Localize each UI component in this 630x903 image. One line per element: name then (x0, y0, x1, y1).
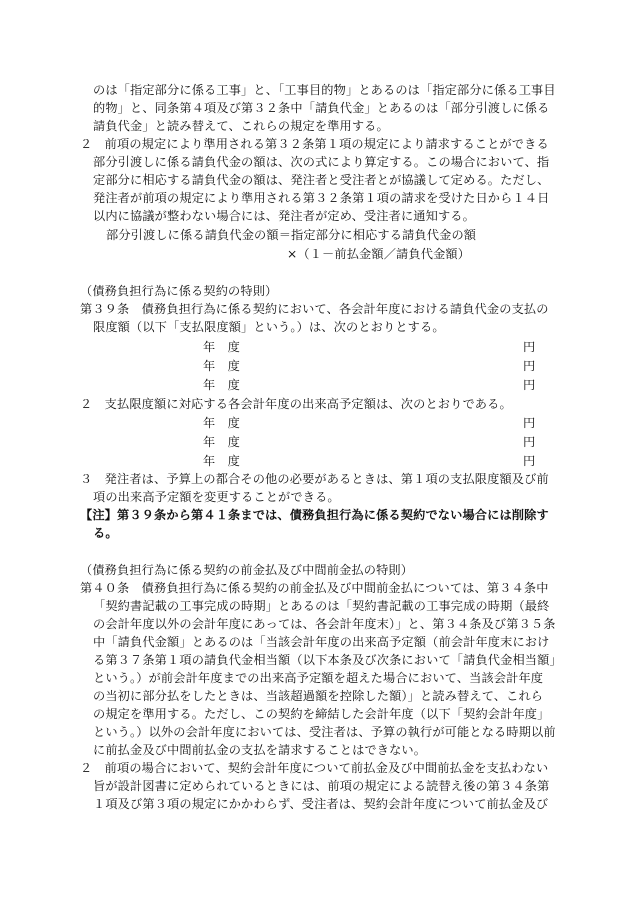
body-text-line: 旨が設計図書に定められているときには、前項の規定による読替え後の第３４条第 (93, 779, 550, 793)
formula-line-1: 部分引渡しに係る請負代金の額＝指定部分に相応する請負代金の額 (106, 228, 477, 242)
yen-unit: 円 (523, 435, 536, 449)
paragraph-2-first-line: ２ 前項の場合において、契約会計年度について前払金及び中間前払金を支払わない (80, 761, 549, 775)
body-text-line: 項の出来高予定額を変更することができる。 (93, 490, 340, 504)
fiscal-year-row: 年 度 (203, 340, 241, 354)
body-text-line: の規定を準用する。ただし、この契約を締結した会計年度（以下「契約会計年度」 (93, 707, 550, 721)
formula-line-2: ×（１－前払金額／請負代金額） (287, 247, 471, 261)
yen-unit: 円 (523, 340, 536, 354)
yen-unit: 円 (523, 416, 536, 430)
body-text-line: の会計年度以外の会計年度にあっては、各会計年度末）」と、第３４条及び第３５条 (93, 617, 556, 631)
paragraph-3-first-line: ３ 発注者は、予算上の都合その他の必要があるときは、第１項の支払限度額及び前 (80, 472, 549, 486)
section-heading-39: （債務負担行為に係る契約の特則） (80, 284, 278, 298)
fiscal-year-row: 年 度 (203, 378, 241, 392)
fiscal-year-row: 年 度 (203, 454, 241, 468)
note-text: 【注】第３９条から第４１条までは、債務負担行為に係る契約でない場合には削除す (80, 508, 549, 522)
paragraph-2-first-line: ２ 前項の規定により準用される第３２条第１項の規定により請求することができる (80, 137, 549, 151)
body-text-line: に前払金及び中間前払金の支払を請求することはできない。 (93, 743, 427, 757)
body-text-line: 以内に協議が整わない場合には、発注者が定め、受注者に通知する。 (93, 209, 475, 223)
body-text-line: 「契約書記載の工事完成の時期」とあるのは「契約書記載の工事完成の時期（最終 (93, 599, 550, 613)
body-text-line: 部分引渡しに係る請負代金の額は、次の式により算定する。この場合において、指 (93, 155, 550, 169)
body-text-line: 限度額（以下「支払限度額」という。）は、次のとおりとする。 (93, 320, 445, 334)
note-text: る。 (93, 526, 118, 540)
yen-unit: 円 (523, 359, 536, 373)
body-text-line: １項及び第３項の規定にかかわらず、受注者は、契約会計年度について前払金及び (93, 797, 549, 811)
fiscal-year-row: 年 度 (203, 416, 241, 430)
yen-unit: 円 (523, 378, 536, 392)
body-text-line: 中「請負代金額」とあるのは「当該会計年度の出来高予定額（前会計年度末におけ (93, 635, 550, 649)
body-text-line: という。）以外の会計年度においては、受注者は、予算の執行が可能となる時期以前 (93, 725, 556, 739)
section-heading-40: （債務負担行為に係る契約の前金払及び中間前金払の特則） (80, 563, 414, 577)
article-40-first-line: 第４０条 債務負担行為に係る契約の前金払及び中間前金払については、第３４条中 (80, 581, 549, 595)
body-text-line: る第３７条第１項の請負代金相当額（以下本条及び次条において「請負代金相当額」 (93, 653, 562, 667)
body-text-line: 的物」と、同条第４項及び第３２条中「請負代金」とあるのは「部分引渡しに係る (93, 101, 550, 115)
article-39-first-line: 第３９条 債務負担行為に係る契約において、各会計年度における請負代金の支払の (80, 302, 549, 316)
body-text-line: 定部分に相応する請負代金の額は、発注者と受注者とが協議して定める。ただし、 (93, 173, 550, 187)
body-text-line: という。）が前会計年度までの出来高予定額を超えた場合において、当該会計年度 (93, 671, 544, 685)
fiscal-year-row: 年 度 (203, 435, 241, 449)
body-text-line: 発注者が前項の規定により準用される第３２条第１項の請求を受けた日から１４日 (93, 191, 550, 205)
yen-unit: 円 (523, 454, 536, 468)
body-text-line: 請負代金」と読み替えて、これらの規定を準用する。 (93, 119, 389, 133)
paragraph-2-first-line: ２ 支払限度額に対応する各会計年度の出来高予定額は、次のとおりである。 (80, 397, 512, 411)
fiscal-year-row: 年 度 (203, 359, 241, 373)
body-text-line: の当初に部分払をしたときは、当該超過額を控除した額）」と読み替えて、これら (93, 689, 544, 703)
body-text-line: のは「指定部分に係る工事」と、「工事目的物」とあるのは「指定部分に係る工事目 (93, 83, 556, 97)
